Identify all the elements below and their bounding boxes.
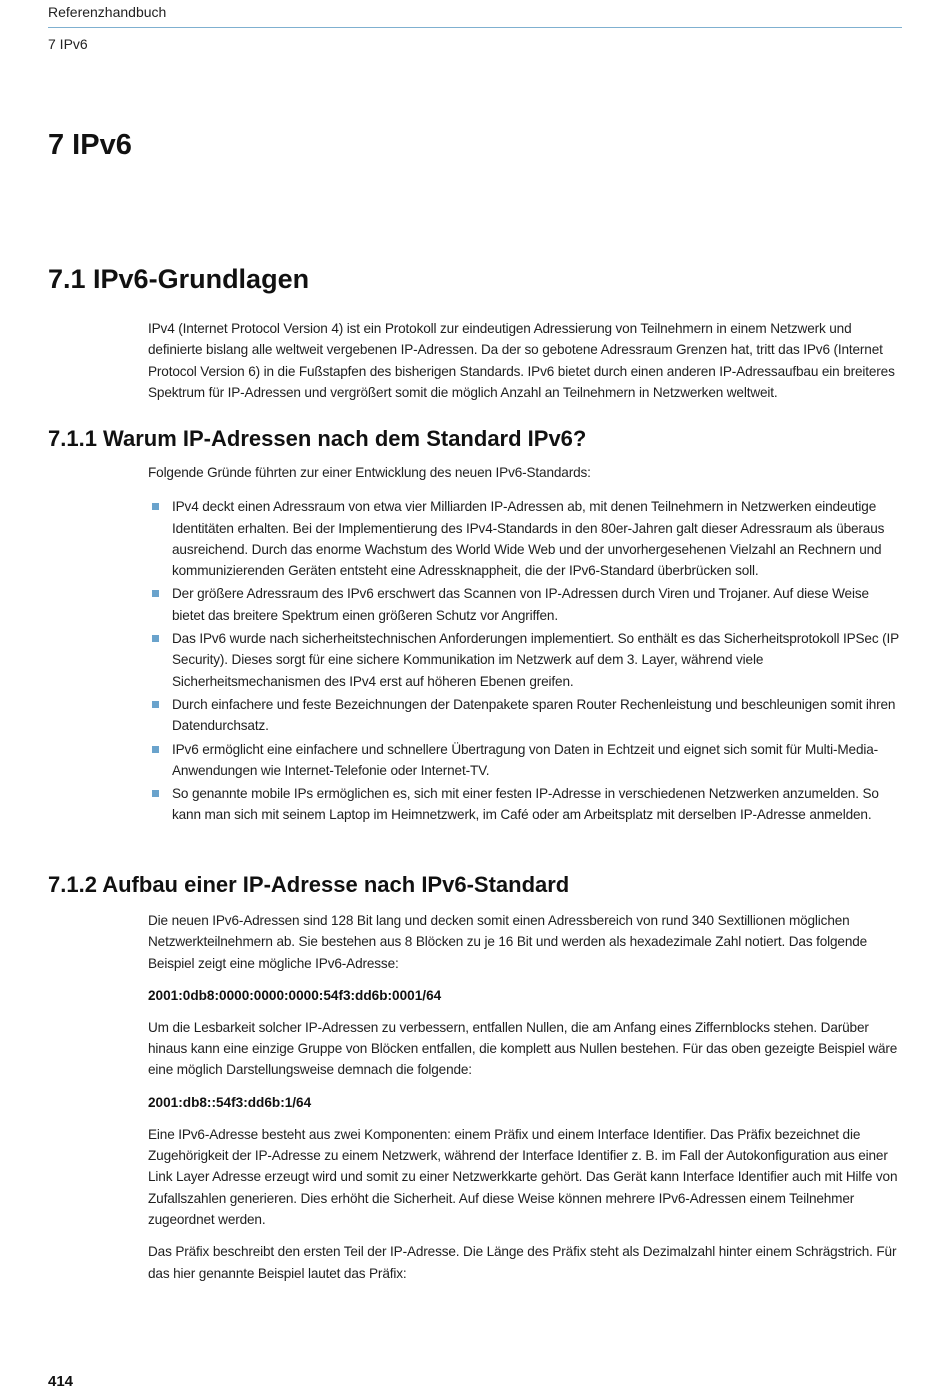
list-item xyxy=(148,628,904,692)
section-7-1-2-para-4: Das Präfix beschreibt den ersten Teil der IP-Adresse. Die Länge des Präfix steht als Dezimalzahl hinter einem Schrägstrich. Für das hier genannte Beispiel lautet das Präfix: xyxy=(148,1244,897,1281)
reasons-list xyxy=(148,496,904,825)
section-7-1-paragraph: IPv4 (Internet Protocol Version 4) ist ein Protokoll zur eindeutigen Adressierung von Teilnehmern in einem Netzwerk und definierte bislang alle weltweit vergebenen IP-Adressen. Da der so gebotene Adressraum Grenzen hat, tritt das IPv6 (Internet Protocol Version 6) in die Fußstapfen des bisherigen Standards. IPv6 bietet durch einen anderen IP-Adressaufbau ein breiteres Spektrum für IP-Adressen und vergrößert somit die möglich Anzahl an Teilnehmern in Netzwerken weltweit. xyxy=(148,321,895,400)
list-item xyxy=(148,739,904,782)
bullet-square-icon xyxy=(152,746,159,753)
chapter-reference: 7 IPv6 xyxy=(48,36,88,52)
section-7-1-body xyxy=(148,318,904,403)
bullet-square-icon xyxy=(152,790,159,797)
ipv6-address-full: 2001:0db8:0000:0000:0000:54f3:dd6b:0001/64 xyxy=(148,987,442,1003)
bullet-square-icon xyxy=(152,503,159,510)
ipv6-address-short: 2001:db8::54f3:dd6b:1/64 xyxy=(148,1094,312,1110)
chapter-title: 7 IPv6 xyxy=(48,129,132,161)
list-item-text: So genannte mobile IPs ermöglichen es, sich mit einer festen IP-Adresse in verschiedenen Netzwerken anzumelden. So kann man sich mit seinem Laptop im Heimnetzwerk, im Café oder am Arbeitsplatz mit derselben IP-Adresse anmelden. xyxy=(172,786,879,823)
list-item xyxy=(148,694,904,737)
list-item xyxy=(148,496,904,581)
list-item xyxy=(148,783,904,826)
section-7-1-2-body xyxy=(148,910,904,1284)
list-item-text: Der größere Adressraum des IPv6 erschwert das Scannen von IP-Adressen durch Viren und Trojaner. Auf diese Weise bietet das breitere Spektrum einen größeren Schutz vor Angriffen. xyxy=(172,586,869,623)
section-title-7-1: 7.1 IPv6-Grundlagen xyxy=(48,264,310,294)
page-number: 414 xyxy=(48,1373,74,1390)
section-title-7-1-1: 7.1.1 Warum IP-Adressen nach dem Standard IPv6? xyxy=(48,426,587,451)
section-7-1-2-para-2: Um die Lesbarkeit solcher IP-Adressen zu verbessern, entfallen Nullen, die am Anfang eines Ziffernblocks stehen. Darüber hinaus kann eine einzige Gruppe von Blöcken entfallen, die komplett aus Nullen bestehen. Für das oben gezeigte Beispiel wäre eine möglich Darstellungsweise demnach die folgende: xyxy=(148,1019,898,1078)
section-7-1-2-para-3: Eine IPv6-Adresse besteht aus zwei Komponenten: einem Präfix und einem Interface Identifier. Das Präfix bezeichnet die Zugehörigkeit der IP-Adresse zu einem Netzwerk, während der Interface Identifier z. B. im Fall der Autokonfiguration aus einer Link Layer Adresse erzeugt wird und somit zu einer Netzwerkkarte gehört. Das Gerät kann Interface Identifier auch mit Hilfe von Zufallszahlen generieren. Dies erhöht die Sicherheit. Auf diese Weise können mehrere IPv6-Adressen einem Teilnehmer zugeordnet werden. xyxy=(148,1126,898,1227)
list-item-text: Durch einfachere und feste Bezeichnungen der Datenpakete sparen Router Rechenleistung und beschleunigen somit ihren Datendurchsatz. xyxy=(172,696,896,734)
list-item-text: IPv6 ermöglicht eine einfachere und schnellere Übertragung von Daten in Echtzeit und eignet sich somit für Multi-Media-Anwendungen wie Internet-Telefonie oder Internet-TV. xyxy=(172,741,879,778)
section-7-1-2-para-1: Die neuen IPv6-Adressen sind 128 Bit lang und decken somit einen Adressbereich von rund 340 Sextillionen möglichen Netzwerkteilnehmern ab. Sie bestehen aus 8 Blöcken zu je 16 Bit und werden als hexadezimale Zahl notiert. Das folgende Beispiel zeigt eine mögliche IPv6-Adresse: xyxy=(148,913,868,971)
list-item xyxy=(148,583,904,626)
list-item-text: IPv4 deckt einen Adressraum von etwa vier Milliarden IP-Adressen ab, mit denen Teilnehmern in Netzwerken eindeutige Identitäten erhalten. Bei der Implementierung des IPv4-Standards in den 80er-Jahren galt dieser Adressraum als überaus ausreichend. Durch das enorme Wachstum des World Wide Web und der unvorhergesehenen Vielzahl an Rechnern und kommunizierenden Geräten entsteht eine Adressknappheit, die der IPv6-Standard überbrücken soll. xyxy=(172,499,885,579)
section-7-1-1-intro: Folgende Gründe führten zur einer Entwicklung des neuen IPv6-Standards: xyxy=(148,465,591,480)
section-title-7-1-2: 7.1.2 Aufbau einer IP-Adresse nach IPv6-Standard xyxy=(48,872,570,897)
bullet-square-icon xyxy=(152,635,159,642)
header-divider xyxy=(48,27,902,28)
book-title: Referenzhandbuch xyxy=(48,4,167,20)
section-7-1-1-body xyxy=(148,462,904,828)
list-item-text: Das IPv6 wurde nach sicherheitstechnischen Anforderungen implementiert. So enthält es das Sicherheitsprotokoll IPSec (IP Security). Dieses sorgt für eine sichere Kommunikation im Netzwerk auf dem 3. Layer, während viele Sicherheitsmechanismen des IPv4 erst auf höheren Ebenen greifen. xyxy=(172,631,899,689)
bullet-square-icon xyxy=(152,701,159,708)
bullet-square-icon xyxy=(152,590,159,597)
